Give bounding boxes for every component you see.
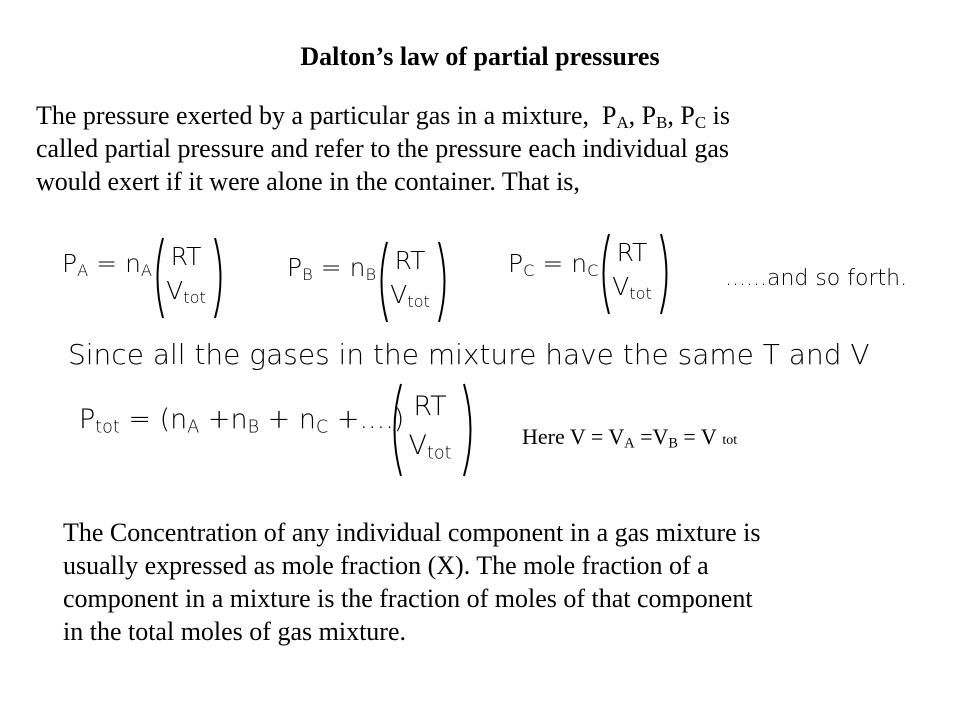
concentration-paragraph <box>63 516 943 648</box>
equation-pa: $P_A = n_A$ <box>62 249 153 281</box>
concentration-line-3: component in a mixture is the fraction of moles of that component <box>63 584 753 613</box>
and-so-forth-text: ......and so forth. <box>725 266 908 291</box>
equation-ptot: $P_{tot} = (n_A +n_B + n_C$ +....) <box>79 404 405 438</box>
pc-symbol: $P_C$ <box>680 101 707 133</box>
concentration-line-1: The Concentration of any individual component in a gas mixture is <box>63 518 761 547</box>
right-paren-c <box>658 232 674 316</box>
since-statement: Since all the gases in the mixture have the same T and V <box>68 338 870 371</box>
equation-pc: $P_C = n_C$ <box>508 249 599 281</box>
volume-note: Here $V = V_A =V_B = V$ tot <box>522 424 738 452</box>
intro-line-1: The pressure exerted by a particular gas in a mixture, $P_A$, $P_B$, $P_C$ is <box>36 101 731 133</box>
pb-symbol: $P_B$ <box>641 101 668 133</box>
concentration-line-2: usually expressed as mole fraction (X). The mole fraction of a <box>63 551 709 580</box>
fraction-rt-vtot-b: RT $V_{tot}$ <box>390 246 430 312</box>
pa-symbol: $P_A$ <box>602 101 629 133</box>
right-paren-total <box>461 382 479 478</box>
fraction-rt-vtot-a: RT $V_{tot}$ <box>166 242 206 308</box>
intro-paragraph <box>36 99 936 198</box>
intro-line-2: called partial pressure and refer to the pressure each individual gas <box>36 134 730 163</box>
intro-line-3: would exert if it were alone in the container. That is, <box>36 167 580 196</box>
equation-pb: $P_B = n_B$ <box>287 253 377 285</box>
concentration-line-4: in the total moles of gas mixture. <box>63 617 406 646</box>
fraction-rt-vtot-total: RT $V_{tot}$ <box>408 391 452 464</box>
right-paren-b <box>436 240 452 324</box>
page-title: Dalton’s law of partial pressures <box>300 42 660 71</box>
fraction-rt-vtot-c: RT $V_{tot}$ <box>612 238 652 304</box>
right-paren-a <box>212 236 228 320</box>
